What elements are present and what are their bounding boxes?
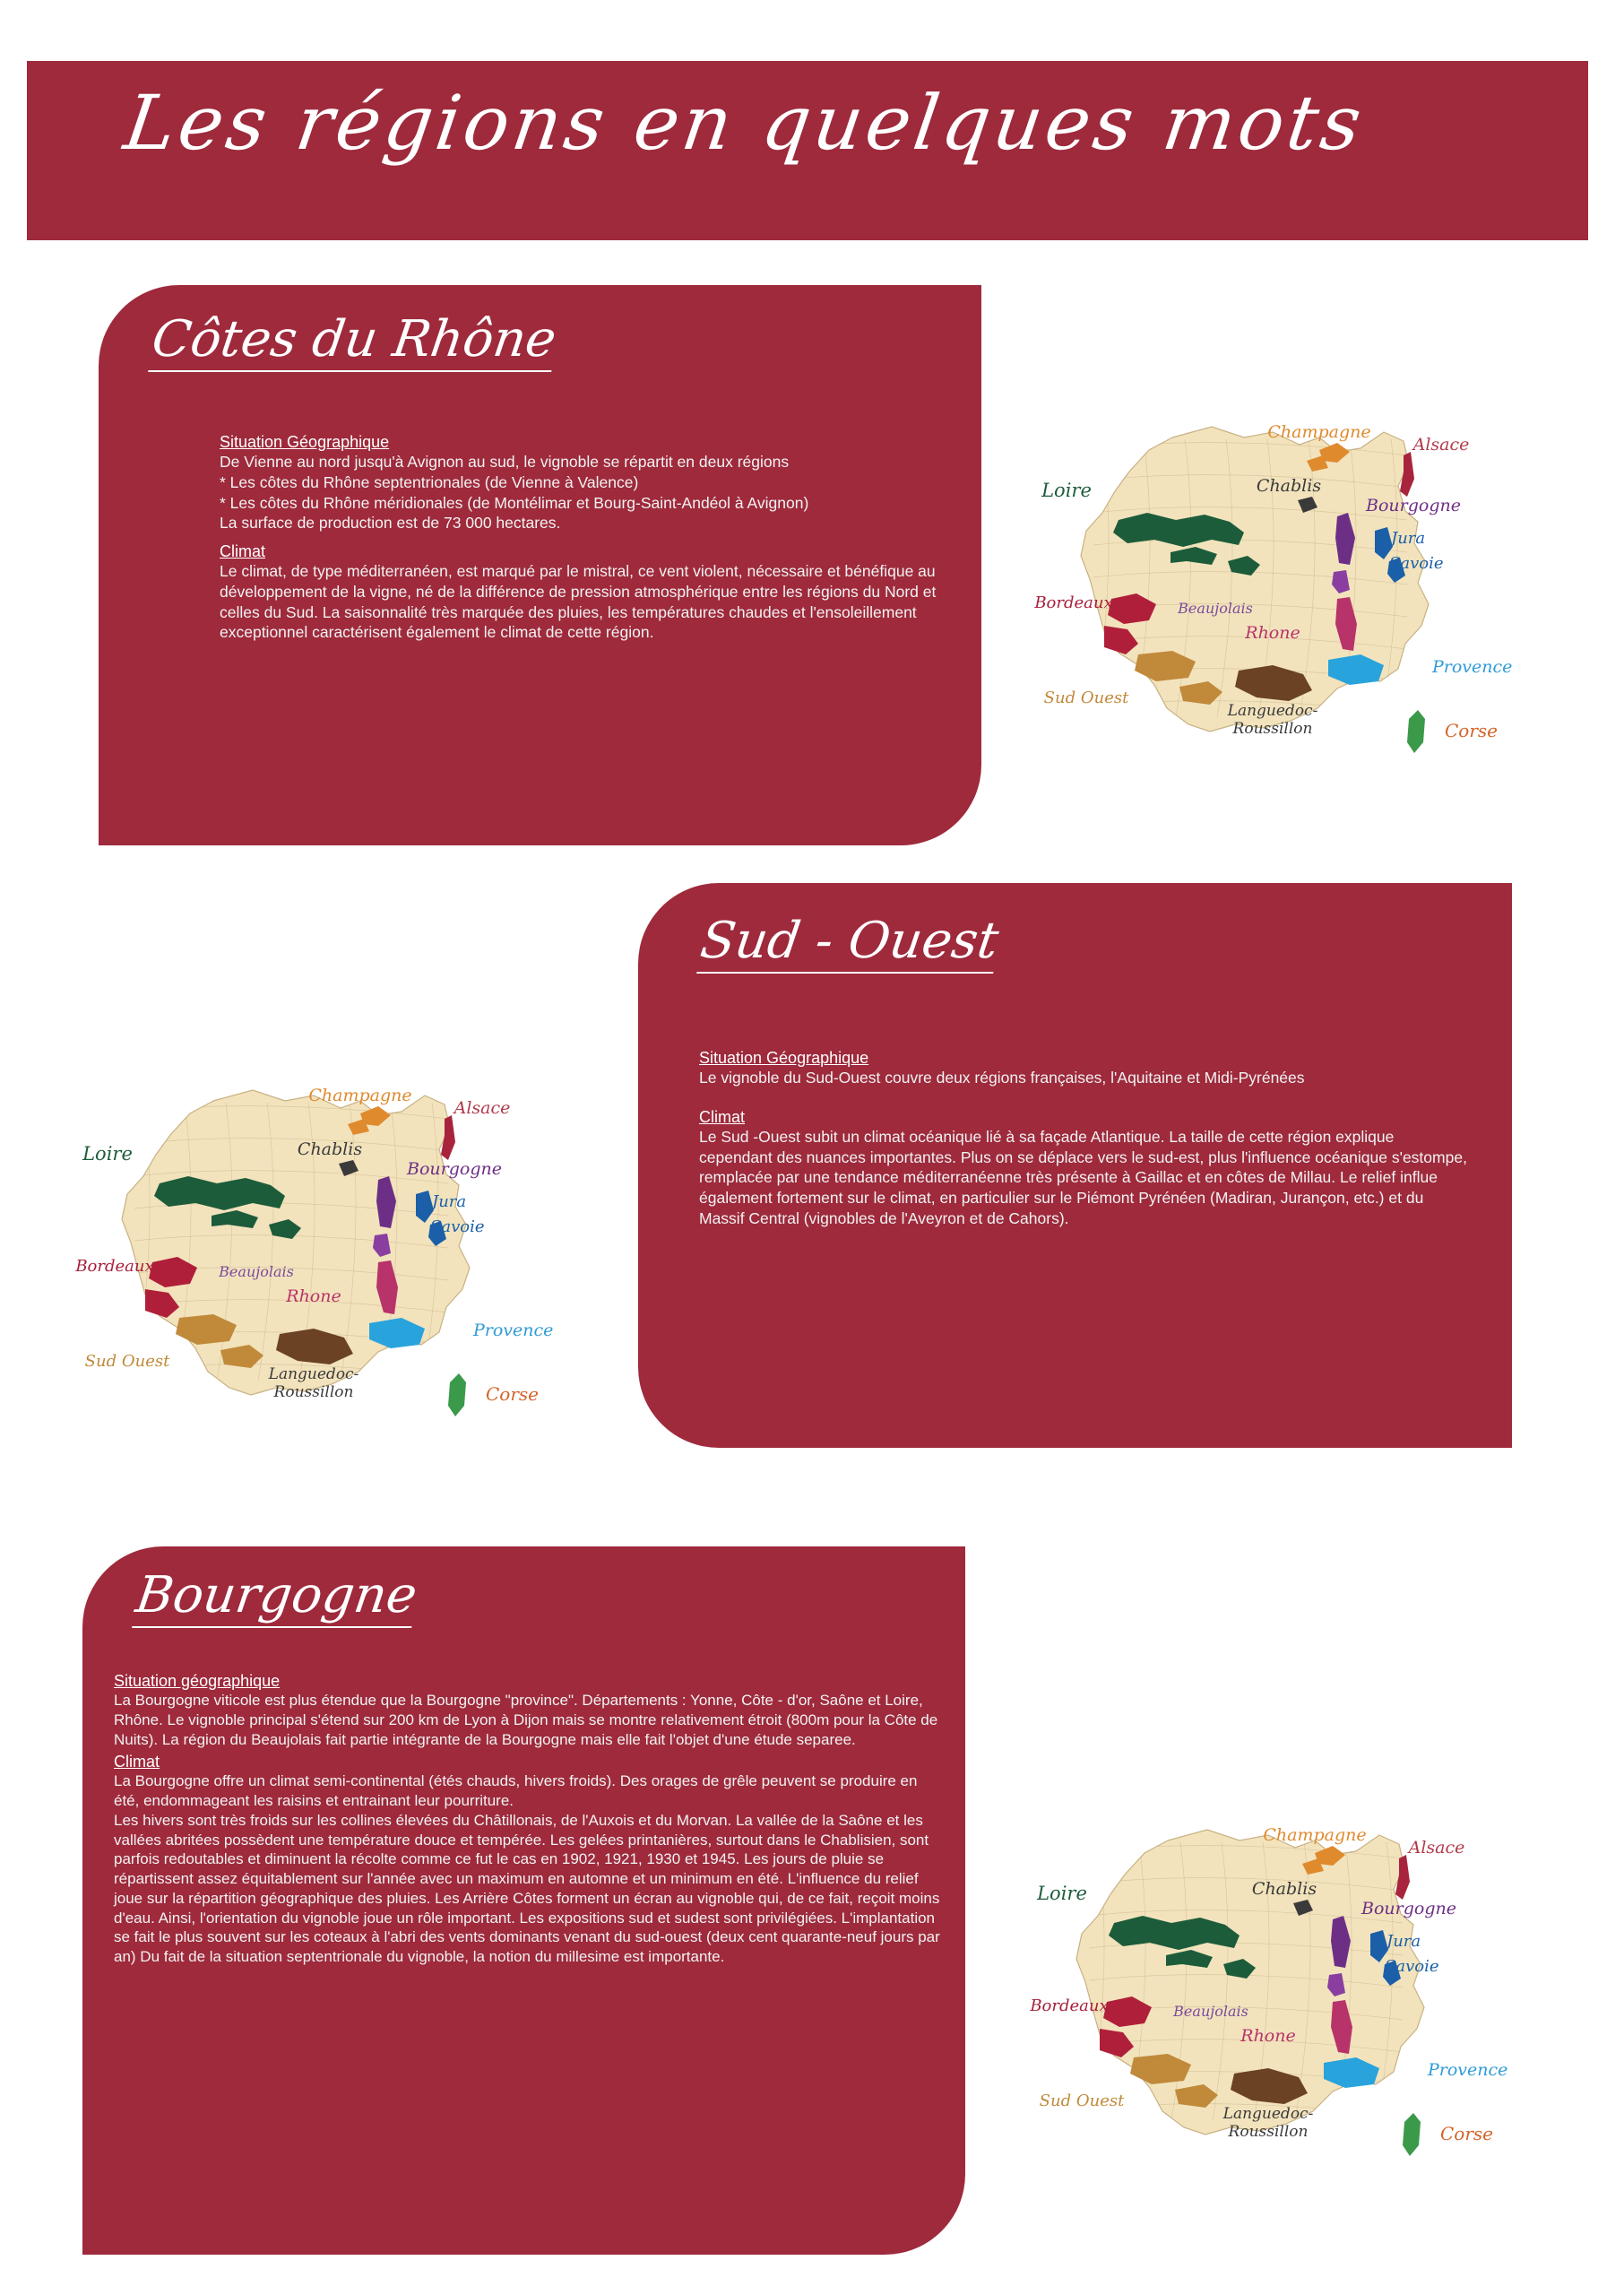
paragraph: * Les côtes du Rhône septentrionales (de Vienne à Valence)	[220, 472, 639, 491]
map-label-loire: Loire	[1037, 1883, 1087, 1904]
section-content-cotes-du-rhone	[220, 424, 955, 643]
paragraph: La Bourgogne offre un climat semi-continental (étés chauds, hivers froids). Des orages de grêle peuvent se produire en été, endommageant les raisins et entrainant leur pourriture.	[114, 1772, 918, 1809]
map-label-bourgogne: Bourgogne	[407, 1159, 502, 1179]
section-panel-cotes-du-rhone	[99, 285, 981, 845]
paragraph: Le climat, de type méditerranéen, est marqué par le mistral, ce vent violent, nécessaire et bénéfique au développement de la vigne, né de la différence de pression atmosphérique entre les régions du Nord et celles du Sud. La saisonnalité très marquée des pluies, les températures chaudes et l'ensoleillement exceptionnel caractérisent également le climat de cette région.	[220, 562, 937, 642]
page-title-banner	[27, 61, 1588, 240]
map-label-alsace: Alsace	[454, 1098, 511, 1118]
section-title-sud-ouest: Sud - Ouest	[696, 912, 1002, 974]
paragraph: La surface de production est de 73 000 hectares.	[220, 514, 561, 533]
map-label-bourgogne: Bourgogne	[1361, 1899, 1456, 1918]
map-label-savoie: Savoie	[1389, 554, 1444, 573]
map-label-sud-ouest: Sud Ouest	[1039, 2091, 1125, 2110]
map-label-champagne: Champagne	[308, 1086, 412, 1105]
map-label-alsace: Alsace	[1408, 1838, 1465, 1858]
map-label-bordeaux: Bordeaux	[1030, 1996, 1109, 2015]
map-label-bourgogne: Bourgogne	[1366, 496, 1461, 515]
map-label-bordeaux: Bordeaux	[1034, 593, 1113, 612]
heading-climat: Climat	[114, 1753, 160, 1771]
section-title-cotes-du-rhone: Côtes du Rhône	[148, 310, 559, 372]
section-panel-sud-ouest	[638, 883, 1512, 1448]
map-label-provence: Provence	[1432, 657, 1513, 677]
map-label-chablis: Chablis	[1256, 476, 1322, 496]
paragraph: Les hivers sont très froids sur les collines élevées du Châtillonais, de l'Auxois et du Morvan. La vallée de la Saône et les vallées abritées possèdent une température douce et tempérée. Les gelées printanières, surtout dans le Chablisien, sont parfois redoutables et diminuent la récolte comme ce fut le cas en 1902, 1921, 1930 et 1945. Les jours de pluie se répartissent assez équitablement sur l'année avec un maximum en automne et un minimum en été. L'influence du relief joue sur la répartition géographique des pluies. Les Arrière Côtes forment un écran au vignoble qui, de ce fait, reçoit moins d'eau. Ainsi, l'orientation du vignoble joue un rôle important. Les expositions sud et sudest sont privilégiées. L'implantation se fait le plus souvent sur les coteaux à l'abri des vents dominants venant du sud-ouest (deux cent quarante-neuf jours par an) Du fait de la situation septentrionale du vignoble, la notion du millesime est importante.	[114, 1811, 940, 1965]
map-label-provence: Provence	[473, 1321, 554, 1340]
map-label-languedoc-roussillon: Languedoc-Roussillon	[1227, 702, 1318, 738]
france-wine-map	[45, 1049, 592, 1515]
map-label-beaujolais: Beaujolais	[1173, 2003, 1248, 2020]
map-label-bordeaux: Bordeaux	[75, 1257, 154, 1276]
section-panel-bourgogne	[82, 1546, 965, 2255]
section-title-bourgogne: Bourgogne	[132, 1566, 420, 1628]
map-label-jura: Jura	[1386, 1932, 1421, 1951]
france-wine-map	[999, 1788, 1546, 2255]
map-vineyard-area	[1403, 2113, 1421, 2156]
paragraph: La Bourgogne viticole est plus étendue que la Bourgogne "province". Départements : Yonne, Côte - d'or, Saône et Loire, Rhône. Le vignoble principal s'étend sur 200 km de Lyon à Dijon mais se montre relativement étroit (800m pour la Côte de Nuits). La région du Beaujolais fait partie intégrante de la Bourgogne mais elle fait l'objet d'une étude separee.	[114, 1692, 938, 1748]
paragraph: De Vienne au nord jusqu'à Avignon au sud, le vignoble se répartit en deux régions	[220, 453, 790, 471]
heading-climat: Climat	[699, 1107, 746, 1126]
map-label-corse: Corse	[1440, 2123, 1494, 2144]
map-vineyard-area	[448, 1373, 466, 1416]
map-label-languedoc-roussillon: Languedoc-Roussillon	[268, 1365, 359, 1401]
map-label-provence: Provence	[1428, 2060, 1508, 2080]
heading-situation-geographique: Situation Géographique	[220, 433, 390, 451]
map-label-beaujolais: Beaujolais	[219, 1263, 294, 1280]
map-label-rhone: Rhone	[1240, 2026, 1296, 2046]
map-label-corse: Corse	[1445, 720, 1499, 741]
map-label-savoie: Savoie	[1385, 1957, 1439, 1976]
map-label-rhone: Rhone	[1245, 623, 1300, 643]
section-content-bourgogne	[114, 1672, 943, 1967]
page-title: Les régions en quelques mots	[119, 79, 1370, 167]
paragraph: Le Sud -Ouest subit un climat océanique lié à sa façade Atlantique. La taille de cette région explique cependant des nuances importantes. Plus on se déplace vers le sud-est, plus l'influence océanique s'estompe, remplacée par une tendance méditerranéenne très présente à Gaillac et en côtes de Millau. Le relief influe également fortement sur le climat, en particulier sur le Piémont Pyrénéen (Madiran, Jurançon, etc.) et du Massif Central (vignobles de l'Aveyron et de Cahors).	[699, 1127, 1467, 1227]
map-label-corse: Corse	[486, 1383, 540, 1405]
map-label-jura: Jura	[432, 1192, 467, 1211]
map-label-chablis: Chablis	[297, 1139, 363, 1159]
heading-climat: Climat	[220, 542, 266, 560]
map-label-alsace: Alsace	[1412, 435, 1470, 455]
paragraph: Le vignoble du Sud-Ouest couvre deux régions françaises, l'Aquitaine et Midi-Pyrénées	[699, 1069, 1305, 1087]
map-label-champagne: Champagne	[1263, 1825, 1367, 1845]
france-wine-map	[1004, 385, 1551, 852]
paragraph: * Les côtes du Rhône méridionales (de Montélimar et Bourg-Saint-Andéol à Avignon)	[220, 493, 809, 512]
section-content-sud-ouest	[699, 1049, 1470, 1229]
map-label-sud-ouest: Sud Ouest	[84, 1352, 170, 1371]
map-label-jura: Jura	[1391, 529, 1426, 548]
map-label-savoie: Savoie	[430, 1217, 485, 1236]
heading-situation-geographique: Situation Géographique	[699, 1049, 869, 1067]
map-label-rhone: Rhone	[286, 1286, 341, 1306]
map-label-loire: Loire	[82, 1143, 133, 1165]
map-label-chablis: Chablis	[1251, 1879, 1317, 1899]
map-label-champagne: Champagne	[1267, 422, 1371, 442]
map-label-languedoc-roussillon: Languedoc-Roussillon	[1222, 2105, 1314, 2141]
map-vineyard-area	[1407, 710, 1425, 753]
map-label-loire: Loire	[1041, 480, 1092, 501]
map-label-beaujolais: Beaujolais	[1178, 600, 1253, 617]
heading-situation-geographique: Situation géographique	[114, 1672, 281, 1690]
map-label-sud-ouest: Sud Ouest	[1043, 688, 1129, 707]
